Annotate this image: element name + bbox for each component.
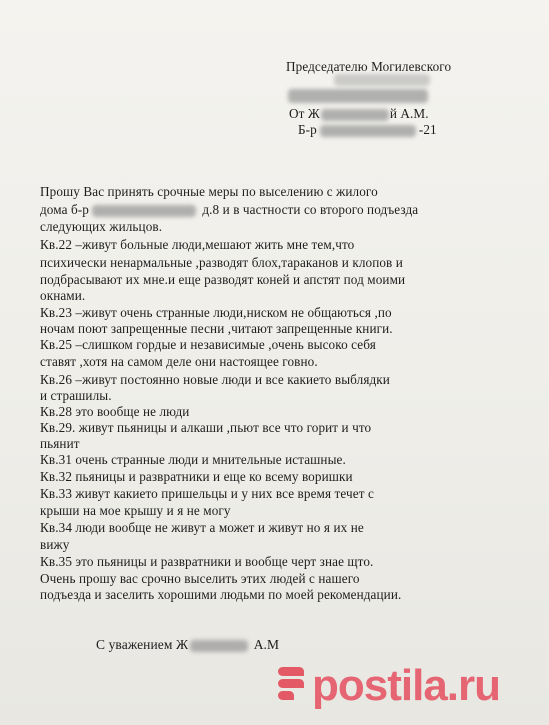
body-line — [40, 202, 418, 217]
body-line — [40, 272, 405, 287]
body-line — [40, 219, 162, 234]
body-line — [40, 554, 373, 569]
signature-prefix: С уважением Ж — [96, 637, 189, 652]
sender-address-line — [298, 122, 437, 137]
body-line-text: Кв.22 –живут больные люди,мешают жить мне тем,что — [40, 237, 355, 252]
body-line — [40, 184, 378, 199]
body-line — [40, 372, 390, 387]
body-line-text: Кв.34 люди вообще не живут а может и живут но я их не — [40, 520, 364, 535]
redacted-sender-name — [321, 109, 389, 121]
body-line-text: Кв.32 пьяницы и развратники и еще ко всему воришки — [40, 469, 353, 484]
body-line — [40, 537, 69, 552]
body-line-text: крыши на мое крышу и я не могу — [40, 503, 231, 518]
body-line-text: Прошу Вас принять срочные меры по выселению с жилого — [40, 184, 378, 199]
sender-suffix: й А.М. — [389, 106, 429, 121]
address-suffix: -21 — [418, 122, 437, 137]
body-line-text: психически ненармальные ,разводят блох,тараканов и клопов и — [40, 255, 403, 270]
body-line — [40, 305, 392, 320]
addressee-line: Председателю Могилевского — [286, 59, 452, 74]
body-line — [40, 486, 374, 501]
body-line-text: Кв.33 живут какието пришельцы и у них все время течет с — [40, 486, 374, 501]
body-line — [40, 452, 346, 467]
body-line — [40, 354, 318, 369]
body-line — [40, 571, 360, 586]
redacted-street — [92, 205, 196, 217]
body-line-text: вижу — [40, 537, 70, 552]
redacted-addressee-title — [334, 74, 430, 86]
body-line-text: ставят ,хотя на самом деле они настоящее говно. — [40, 354, 318, 369]
signature-line — [96, 637, 279, 652]
body-line — [40, 321, 393, 336]
body-line-text-continued: д.8 и в частности со второго подъезда — [198, 202, 419, 217]
body-line — [40, 420, 371, 435]
body-line-text: Кв.29. живут пьяницы и алкаши ,пьют все что горит и что — [40, 420, 372, 435]
body-line — [40, 587, 401, 602]
body-line — [40, 404, 189, 419]
body-line — [40, 255, 403, 270]
watermark-text: postila.ru — [312, 661, 501, 710]
body-line — [40, 388, 112, 403]
body-line — [40, 237, 354, 252]
body-line-text: Очень прошу вас срочно выселить этих людей с нашего — [40, 571, 360, 586]
watermark — [276, 656, 500, 716]
body-line — [40, 436, 80, 451]
signature-suffix: А.М — [250, 637, 280, 652]
body-line-text: Кв.23 –живут очень странные люди,ниском не общаються ,по — [40, 305, 392, 320]
body-line-text: Кв.26 –живут постоянно новые люди и все какието выблядки — [40, 372, 390, 387]
body-line-text: ночам поют запрещенные песни ,читают запрещенные книги. — [40, 321, 393, 336]
body-line — [40, 288, 85, 303]
address-prefix: Б-р — [298, 122, 317, 137]
redacted-signature-name — [190, 640, 248, 652]
body-line — [40, 469, 353, 484]
body-line-text: подъезда и заселить хорошими людьми по моей рекомендации. — [40, 587, 402, 602]
body-line-text: пьянит — [40, 436, 80, 451]
body-line-text: окнами. — [40, 288, 86, 303]
body-line — [40, 503, 231, 518]
redacted-addressee-name — [288, 89, 428, 103]
body-line-text: Кв.31 очень странные люди и мнительные исташные. — [40, 452, 346, 467]
body-line-text: подбрасывают их мне.и еще разводят коней и апстят под моими — [40, 272, 406, 287]
body-line-text: Кв.35 это пьяницы и развратники и вообще черт знае щто. — [40, 554, 374, 569]
sender-line — [289, 106, 429, 121]
body-line — [40, 337, 376, 352]
redacted-address — [320, 125, 416, 137]
sender-prefix: От Ж — [289, 106, 320, 121]
body-line-text: Кв.25 –слишком гордые и независимые ,очень высоко себя — [40, 337, 376, 352]
body-line-text: следующих жильцов. — [40, 219, 163, 234]
body-line-text: и страшилы. — [40, 388, 112, 403]
body-line-text: Кв.28 это вообще не люди — [40, 404, 190, 419]
postila-logo-icon — [276, 663, 306, 709]
body-line-text: дома б-р — [40, 202, 89, 217]
body-line — [40, 520, 364, 535]
